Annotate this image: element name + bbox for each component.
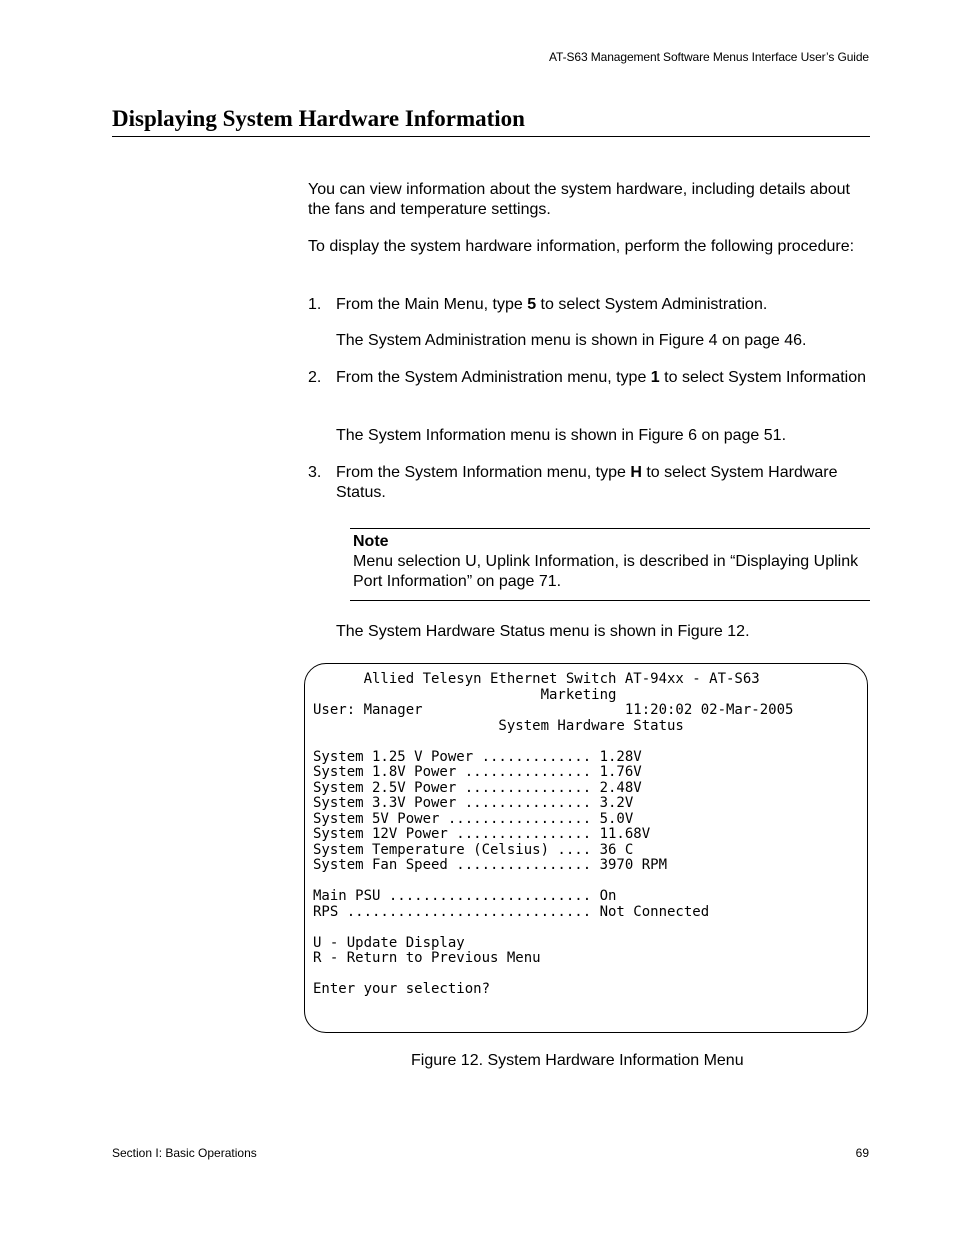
- terminal-line: System 12V Power ................ 11.68V: [313, 826, 651, 842]
- terminal-line: System Temperature (Celsius) .... 36 C: [313, 841, 634, 858]
- step-followup: The System Information menu is shown in Figure 6 on page 51.: [336, 427, 787, 444]
- step-number: 3.: [308, 464, 322, 481]
- terminal-line: System 1.8V Power ............... 1.76V: [313, 764, 642, 780]
- note-title: Note: [353, 533, 389, 550]
- terminal-line: User: Manager 11:20:02 02-Mar-2005: [313, 702, 794, 718]
- terminal-line: R - Return to Previous Menu: [313, 950, 541, 966]
- terminal-line: System Hardware Status: [313, 717, 684, 734]
- terminal-line: Allied Telesyn Ethernet Switch AT-94xx - AT-S63: [313, 671, 760, 687]
- terminal-line: U - Update Display: [313, 934, 465, 951]
- terminal-line: Enter your selection?: [313, 981, 491, 997]
- terminal-line: System 3.3V Power ............... 3.2V: [313, 795, 634, 811]
- after-note-text: The System Hardware Status menu is shown in Figure 12.: [336, 623, 750, 640]
- step-number: 1.: [308, 296, 322, 313]
- footer-page-number: 69: [855, 1146, 869, 1160]
- terminal-line: System 5V Power ................. 5.0V: [313, 810, 634, 827]
- step-text: From the Main Menu, type 5 to select System Administration.: [336, 296, 768, 313]
- terminal-line: RPS ............................. Not Connected: [313, 903, 710, 920]
- terminal-screen: [304, 663, 868, 1033]
- step-text: From the System Administration menu, type 1 to select System Information: [336, 369, 867, 386]
- section-title: Displaying System Hardware Information: [112, 106, 870, 137]
- step-text: From the System Information menu, type H to select System Hardware Status.: [336, 464, 838, 501]
- terminal-text: [313, 672, 793, 998]
- intro-paragraph-1: You can view information about the system hardware, including details about the fans and temperature settings.: [308, 181, 850, 218]
- intro-paragraph-2: To display the system hardware information, perform the following procedure:: [308, 238, 855, 255]
- terminal-line: System 2.5V Power ............... 2.48V: [313, 779, 642, 796]
- running-header: AT-S63 Management Software Menus Interface User’s Guide: [549, 50, 869, 64]
- note-text: Menu selection U, Uplink Information, is described in “Displaying Uplink Port Information” on page 71.: [353, 553, 859, 590]
- step-followup: The System Administration menu is shown in Figure 4 on page 46.: [336, 332, 807, 349]
- note-box: [350, 528, 870, 601]
- terminal-line: Main PSU ........................ On: [313, 888, 617, 904]
- terminal-line: Marketing: [313, 686, 617, 703]
- terminal-line: System Fan Speed ................ 3970 RPM: [313, 857, 668, 873]
- figure-caption: Figure 12. System Hardware Information Menu: [411, 1052, 744, 1069]
- footer-section: Section I: Basic Operations: [112, 1146, 257, 1160]
- step-number: 2.: [308, 369, 322, 386]
- terminal-line: System 1.25 V Power ............. 1.28V: [313, 748, 642, 765]
